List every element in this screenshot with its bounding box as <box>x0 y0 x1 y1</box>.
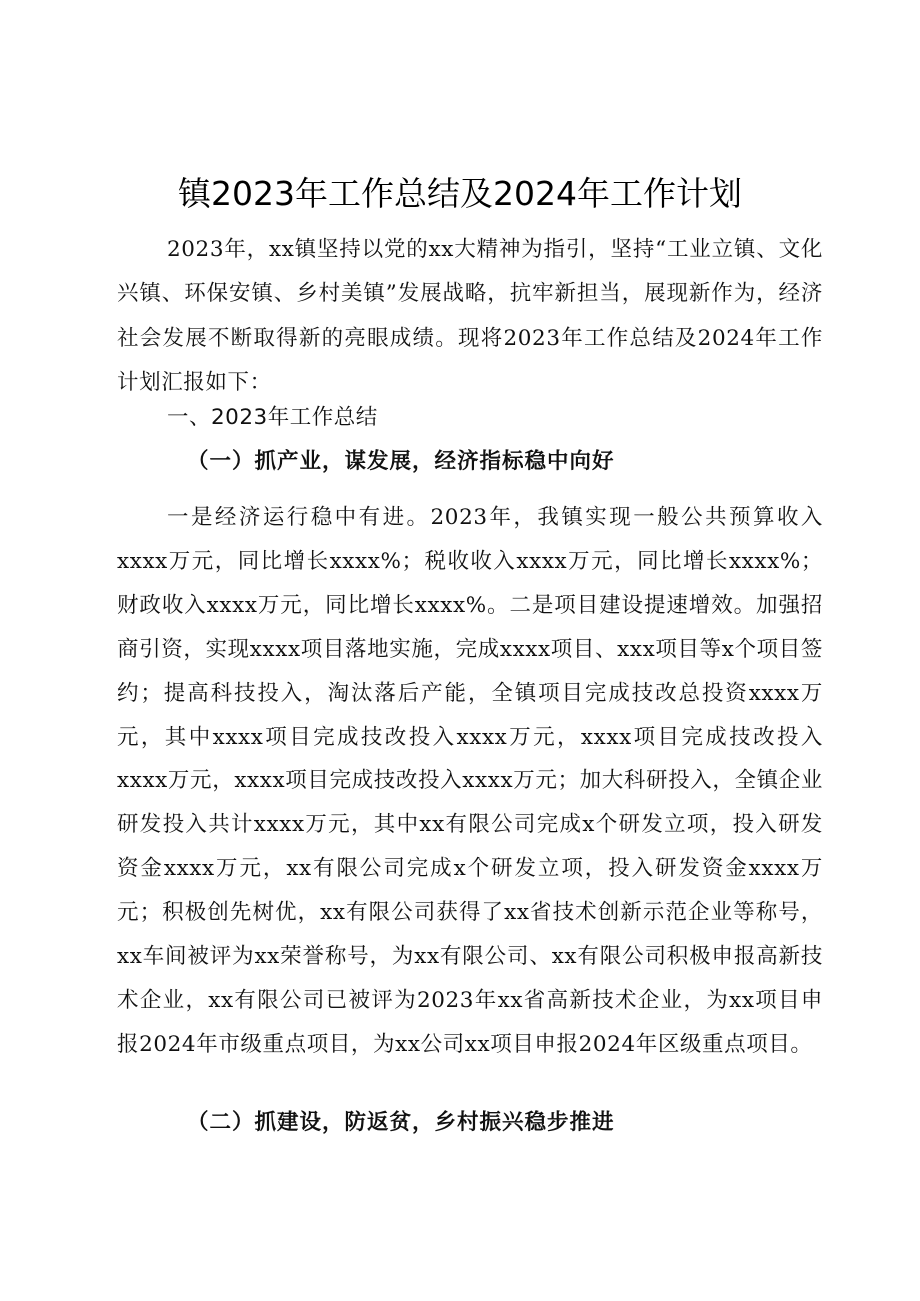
subsection-heading-rural: （二）抓建设，防返贫，乡村振兴稳步推进 <box>187 1110 615 1135</box>
section-heading-summary: 一、2023年工作总结 <box>167 405 378 430</box>
intro-paragraph: 2023年，xx镇坚持以党的xx大精神为指引，坚持“工业立镇、文化兴镇、环保安镇、乡村美镇”发展战略，抗牢新担当，展现新作为，经济社会发展不断取得新的亮眼成绩。现将2023年工作总结及2024年工作计划汇报如下： <box>117 237 823 395</box>
document-title: 镇2023年工作总结及2024年工作计划 <box>178 174 742 213</box>
subsection-body-industry: 一是经济运行稳中有进。2023年，我镇实现一般公共预算收入xxxx万元，同比增长xxxx%；税收收入xxxx万元，同比增长xxxx%；财政收入xxxx万元，同比增长xxxx%。二是项目建设提速增效。加强招商引资，实现xxxx项目落地实施，完成xxxx项目、xxx项目等x个项目签约；提高科技投入，淘汰落后产能，全镇项目完成技改总投资xxxx万元，其中xxxx项目完成技改投入xxxx万元，xxxx项目完成技改投入xxxx万元，xxxx项目完成技改投入xxxx万元；加大科研投入，全镇企业研发投入共计xxxx万元，其中xx有限公司完成x个研发立项，投入研发资金xxxx万元，xx有限公司完成x个研发立项，投入研发资金xxxx万元；积极创先树优，xx有限公司获得了xx省技术创新示范企业等称号，xx车间被评为xx荣誉称号，为xx有限公司、xx有限公司积极申报高新技术企业，xx有限公司已被评为2023年xx省高新技术企业，为xx项目申报2024年市级重点项目，为xx公司xx项目申报2024年区级重点项目。 <box>117 505 823 1057</box>
subsection-heading-industry: （一）抓产业，谋发展，经济指标稳中向好 <box>187 449 615 474</box>
